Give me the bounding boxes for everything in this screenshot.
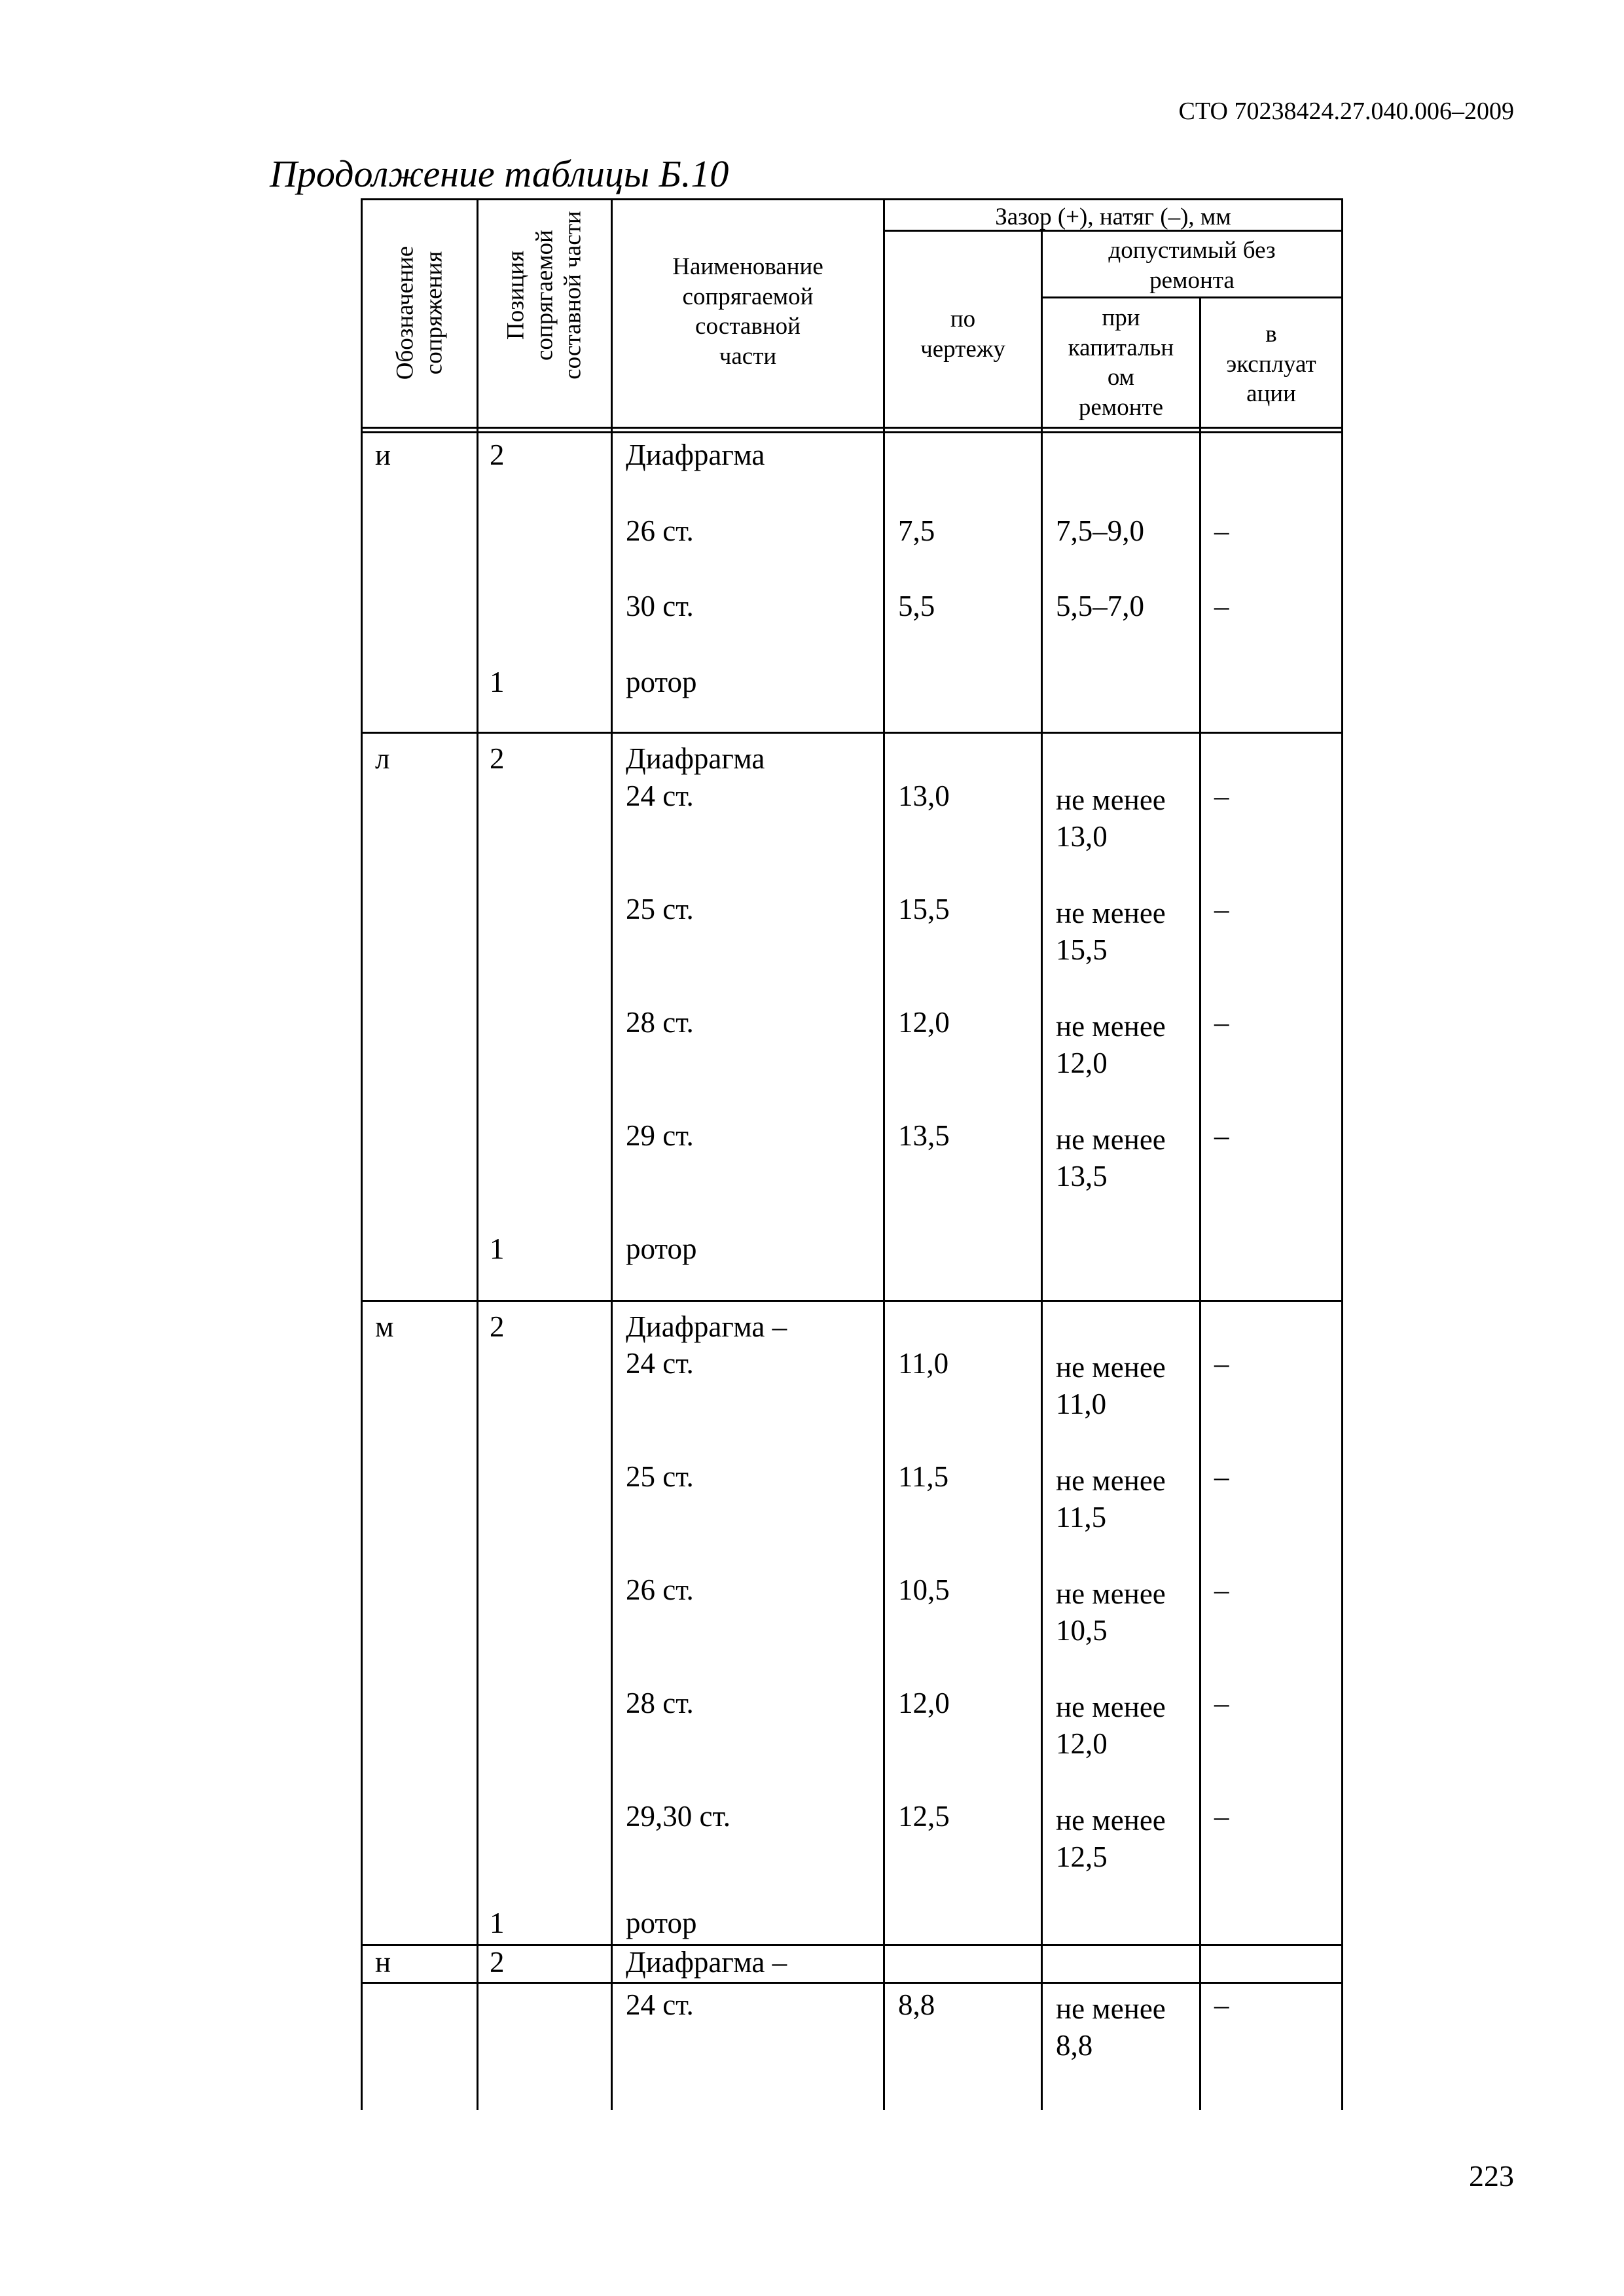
group-designation: н (375, 1946, 391, 1979)
header-capital-repair (1043, 303, 1199, 422)
header-gap-group: Зазор (+), натяг (–), мм (995, 204, 1231, 230)
header-operation-line-1: в (1265, 321, 1277, 348)
group-divider-m (361, 1300, 1343, 1302)
row-capital-repair (1056, 1575, 1166, 1649)
row-name: 26 ст. (626, 1573, 694, 1606)
row-by-drawing: 12,5 (898, 1800, 950, 1833)
row-in-operation: – (1214, 1800, 1229, 1833)
col-divider-5 (1199, 296, 1201, 2110)
row-in-operation: – (1214, 1687, 1229, 1719)
row-capital-repair: 5,5–7,0 (1056, 590, 1144, 622)
table-left-border (361, 198, 363, 2110)
row-name: 26 ст. (626, 514, 694, 547)
row-in-operation: – (1214, 1006, 1229, 1039)
header-allowed-line-1: допустимый без (1108, 237, 1276, 264)
group-divider-n (361, 1944, 1343, 1946)
capital-line-2: 8,8 (1056, 2029, 1093, 2062)
row-by-drawing: 15,5 (898, 893, 950, 925)
row-name: 25 ст. (626, 1460, 694, 1493)
row-in-operation: – (1214, 514, 1229, 547)
capital-line-2: 12,0 (1056, 1727, 1108, 1761)
row-name: 24 ст. (626, 1988, 694, 2021)
row-capital-repair (1056, 895, 1166, 969)
row-divider-n (361, 1982, 1343, 1984)
row-capital-repair: 7,5–9,0 (1056, 514, 1144, 547)
header-name-line-1: Наименование (672, 253, 823, 280)
table-right-border (1341, 198, 1343, 2110)
row-position: 2 (490, 742, 505, 775)
row-name: 24 ст. (626, 780, 694, 812)
capital-line-2: 10,5 (1056, 1614, 1108, 1647)
row-position: 2 (490, 1310, 505, 1343)
row-capital-repair (1056, 781, 1166, 855)
row-by-drawing: 12,0 (898, 1006, 950, 1039)
group-divider-l (361, 732, 1343, 734)
header-bottom-line-2 (361, 431, 1343, 433)
capital-line-1: не менее (1056, 1992, 1166, 2025)
row-name: 25 ст. (626, 893, 694, 925)
row-name: ротор (626, 666, 697, 698)
row-in-operation: – (1214, 590, 1229, 622)
row-capital-repair (1056, 1349, 1166, 1423)
row-name: Диафрагма (626, 439, 765, 471)
row-position: 1 (490, 1907, 505, 1939)
header-name-line-4: части (719, 342, 777, 370)
header-designation (391, 246, 448, 380)
row-in-operation: – (1214, 1119, 1229, 1152)
header-by-drawing-line-2: чертежу (920, 335, 1005, 363)
header-in-operation (1201, 319, 1341, 409)
capital-line-1: не менее (1056, 1804, 1166, 1837)
capital-line-2: 11,5 (1056, 1501, 1107, 1534)
capital-line-1: не менее (1056, 783, 1166, 816)
group-designation: л (375, 742, 390, 775)
capital-line-2: 11,0 (1056, 1388, 1107, 1421)
row-by-drawing: 7,5 (898, 514, 935, 547)
capital-line-1: не менее (1056, 1464, 1166, 1497)
header-operation-line-3: ации (1246, 380, 1296, 407)
row-by-drawing: 13,0 (898, 780, 950, 812)
header-capital-line-2: капитальн (1068, 334, 1174, 361)
document-code: СТО 70238424.27.040.006–2009 (1178, 98, 1514, 125)
header-name (613, 252, 883, 371)
header-bottom-line-1 (361, 427, 1343, 429)
capital-line-2: 15,5 (1056, 933, 1108, 967)
row-position: 2 (490, 1946, 505, 1979)
row-by-drawing: 5,5 (898, 590, 935, 622)
capital-line-2: 13,0 (1056, 820, 1108, 853)
header-capital-line-1: при (1102, 304, 1140, 331)
row-in-operation: – (1214, 1573, 1229, 1606)
header-designation-line-2: сопряжения (420, 251, 447, 375)
row-by-drawing: 13,5 (898, 1119, 950, 1152)
table-top-border (361, 198, 1343, 200)
row-in-operation: – (1214, 780, 1229, 812)
row-position: 1 (490, 1232, 505, 1265)
col-divider-4 (1041, 230, 1043, 2110)
row-name: 24 ст. (626, 1347, 694, 1380)
row-position: 1 (490, 666, 505, 698)
capital-line-1: не менее (1056, 1577, 1166, 1610)
header-capital-line-4: ремонте (1078, 393, 1164, 421)
header-operation-line-2: эксплуат (1226, 350, 1316, 378)
header-by-drawing-line-1: по (950, 306, 976, 332)
row-in-operation: – (1214, 1988, 1229, 2021)
header-position (502, 211, 588, 380)
row-capital-repair (1056, 1462, 1166, 1536)
row-by-drawing: 12,0 (898, 1687, 950, 1719)
header-capital-line-3: ом (1107, 364, 1135, 391)
row-by-drawing: 11,5 (898, 1460, 949, 1493)
col-divider-1 (477, 198, 478, 2110)
row-capital-repair (1056, 1121, 1166, 1195)
row-in-operation: – (1214, 1347, 1229, 1380)
allowed-group-underline (1041, 296, 1343, 298)
capital-line-1: не менее (1056, 1123, 1166, 1156)
row-capital-repair (1056, 1802, 1166, 1876)
header-position-line-1: Позиция (502, 250, 530, 340)
capital-line-2: 12,5 (1056, 1840, 1108, 1874)
page-number: 223 (1469, 2159, 1514, 2193)
row-name: 29 ст. (626, 1119, 694, 1152)
header-name-line-2: сопрягаемой (682, 283, 814, 310)
col-divider-2 (611, 198, 613, 2110)
header-allowed-line-2: ремонта (1149, 266, 1235, 294)
row-capital-repair (1056, 1990, 1166, 2064)
row-position: 2 (490, 439, 505, 471)
group-designation: м (375, 1310, 394, 1343)
header-name-line-3: составной (695, 313, 801, 340)
row-name: ротор (626, 1907, 697, 1939)
row-name: ротор (626, 1232, 697, 1265)
col-divider-3 (883, 198, 885, 2110)
capital-line-1: не менее (1056, 1351, 1166, 1384)
capital-line-1: не менее (1056, 897, 1166, 929)
header-position-line-3: составной части (559, 211, 586, 380)
row-name: Диафрагма (626, 742, 765, 775)
row-by-drawing: 11,0 (898, 1347, 949, 1380)
header-allowed-group (1043, 236, 1341, 295)
row-name: 29,30 ст. (626, 1800, 731, 1833)
data-table (361, 198, 1343, 2110)
row-name: Диафрагма – (626, 1310, 787, 1343)
capital-line-2: 12,0 (1056, 1047, 1108, 1080)
row-capital-repair (1056, 1008, 1166, 1082)
row-by-drawing: 10,5 (898, 1573, 950, 1606)
group-designation: и (375, 439, 391, 471)
row-capital-repair (1056, 1689, 1166, 1763)
row-name: 28 ст. (626, 1687, 694, 1719)
capital-line-2: 13,5 (1056, 1160, 1108, 1193)
row-in-operation: – (1214, 1460, 1229, 1493)
header-designation-line-1: Обозначение (391, 245, 419, 380)
header-position-line-2: сопрягаемой (531, 230, 558, 361)
capital-line-1: не менее (1056, 1010, 1166, 1043)
header-by-drawing (885, 304, 1041, 364)
row-by-drawing: 8,8 (898, 1988, 935, 2021)
table-caption: Продолжение таблицы Б.10 (270, 152, 729, 195)
row-name: 28 ст. (626, 1006, 694, 1039)
row-in-operation: – (1214, 893, 1229, 925)
row-name: Диафрагма – (626, 1946, 787, 1979)
row-name: 30 ст. (626, 590, 694, 622)
capital-line-1: не менее (1056, 1691, 1166, 1723)
